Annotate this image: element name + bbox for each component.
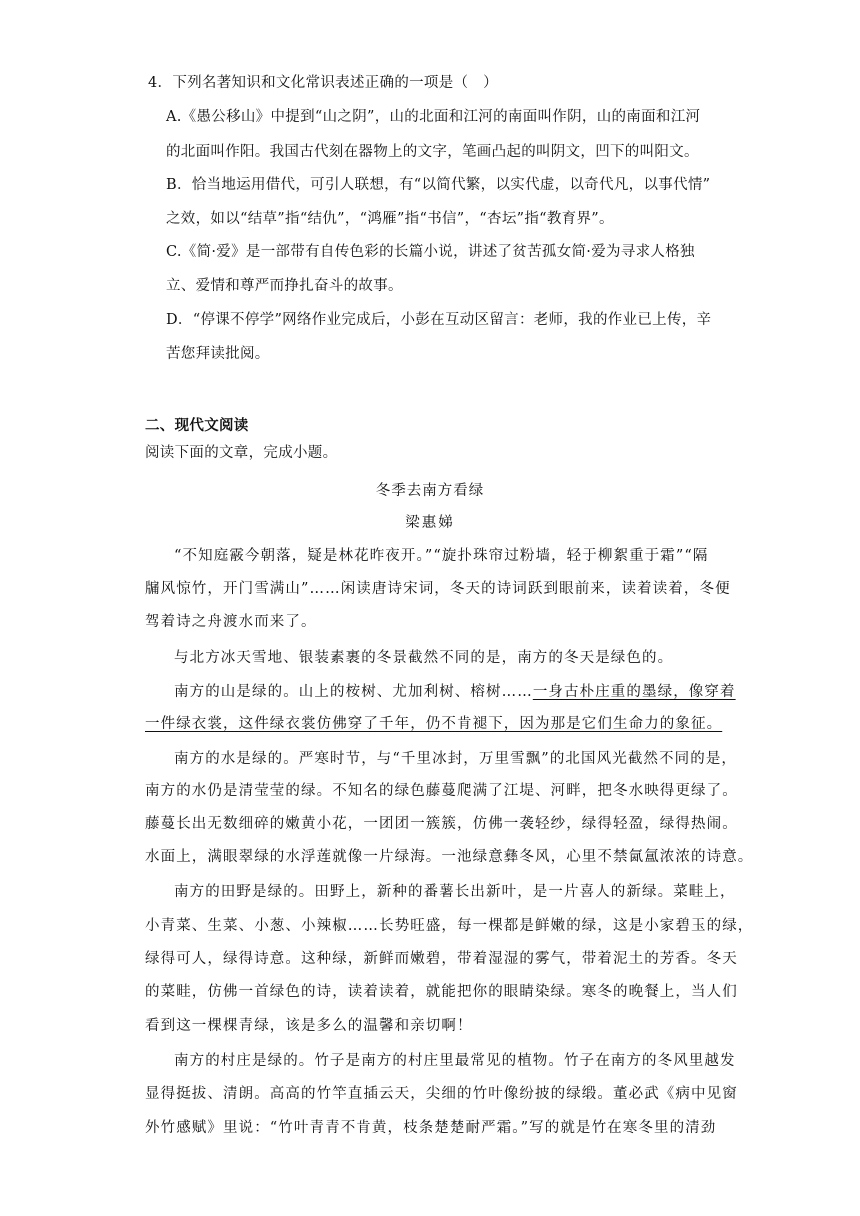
paragraph-6-line-2: 显得挺拔、清朗。高高的竹竿直插云天，尖细的竹叶像纷披的绿缎。董必武《病中见窗 xyxy=(145,1086,738,1102)
paragraph-3-line-2 xyxy=(145,714,723,734)
option-d-line-1: D．“停课不停学”网络作业完成后，小彭在互动区留言：老师，我的作业已上传，辛 xyxy=(166,312,712,328)
question-stem: 4．下列名著知识和文化常识表述正确的一项是（ ） xyxy=(148,75,498,91)
paragraph-3-underlined-text-2: 一件绿衣裳，这件绿衣裳仿佛穿了千年，仍不肯褪下，因为那是它们生命力的象征。 xyxy=(145,716,723,732)
option-d-line-2: 苦您拜读批阅。 xyxy=(166,346,270,362)
paragraph-1-line-3: 驾着诗之舟渡水而来了。 xyxy=(145,614,317,630)
paragraph-1-line-2: 牖风惊竹，开门雪满山”……闲读唐诗宋词，冬天的诗词跃到眼前来，读着读着，冬便 xyxy=(145,581,731,597)
paragraph-3-underlined-text-1: 一身古朴庄重的墨绿，像穿着 xyxy=(532,684,736,700)
paragraph-3-plain-text: 南方的山是绿的。山上的桉树、尤加利树、榕树…… xyxy=(174,684,533,700)
section-heading: 二、现代文阅读 xyxy=(145,417,249,434)
paragraph-3-line-1 xyxy=(174,682,744,702)
paragraph-4-line-1: 南方的水是绿的。严寒时节，与“千里冰封，万里雪飘”的北国风光截然不同的是， xyxy=(174,751,738,767)
option-b-line-1: B．恰当地运用借代，可引人联想，有“以简代繁，以实代虚，以奇代凡，以事代情” xyxy=(166,177,711,193)
article-author: 梁惠娣 xyxy=(405,515,455,531)
paragraph-6-line-3: 外竹感赋》里说：“竹叶青青不肯黄，枝条楚楚耐严霜。”写的就是竹在寒冬里的清劲 xyxy=(145,1120,717,1136)
section-instruction: 阅读下面的文章，完成小题。 xyxy=(145,445,338,461)
option-b-line-2: 之效，如以“结草”指“结仇”，“鸿雁”指“书信”，“杏坛”指“教育界”。 xyxy=(166,211,614,227)
paragraph-5-line-2: 小青菜、生菜、小葱、小辣椒……长势旺盛，每一棵都是鲜嫩的绿，这是小家碧玉的绿， xyxy=(145,918,754,934)
option-c-line-1: C.《简·爱》是一部带有自传色彩的长篇小说，讲述了贫苦孤女简·爱为寻求人格独 xyxy=(166,244,695,260)
option-a-line-2: 的北面叫作阳。我国古代刻在器物上的文字，笔画凸起的叫阴文，凹下的叫阳文。 xyxy=(166,144,699,160)
paragraph-2-line-1: 与北方冰天雪地、银装素裹的冬景截然不同的是，南方的冬天是绿色的。 xyxy=(174,650,674,666)
paragraph-4-line-4: 水面上，满眼翠绿的水浮莲就像一片绿海。一池绿意彝冬风，心里不禁氤氲浓浓的诗意。 xyxy=(145,849,754,865)
paragraph-5-line-1: 南方的田野是绿的。田野上，新种的番薯长出新叶，是一片喜人的新绿。菜畦上， xyxy=(174,884,736,900)
paragraph-5-line-4: 的菜畦，仿佛一首绿色的诗，读着读着，就能把你的眼睛染绿。寒冬的晚餐上，当人们 xyxy=(145,984,738,1000)
paragraph-4-line-3: 藤蔓长出无数细碎的嫩黄小花，一团团一簇簇，仿佛一袭轻纱，绿得轻盈，绿得热闹。 xyxy=(145,816,738,832)
paragraph-1-line-1: “不知庭霰今朝落，疑是林花昨夜开。”“旋扑珠帘过粉墙，轻于柳絮重于霜”“隔 xyxy=(174,548,709,564)
article-title: 冬季去南方看绿 xyxy=(375,483,485,499)
option-a-line-1: A.《愚公移山》中提到“山之阴”，山的北面和江河的南面叫作阴，山的南面和江河 xyxy=(166,109,701,125)
option-c-line-2: 立、爱情和尊严而挣扎奋斗的故事。 xyxy=(166,278,403,294)
paragraph-5-line-5: 看到这一棵棵青绿，该是多么的温馨和亲切啊！ xyxy=(145,1018,473,1034)
paragraph-6-line-1: 南方的村庄是绿的。竹子是南方的村庄里最常见的植物。竹子在南方的冬风里越发 xyxy=(174,1053,736,1069)
paragraph-5-line-3: 绿得可人，绿得诗意。这种绿，新鲜而嫩碧，带着湿湿的雾气，带着泥土的芳香。冬天 xyxy=(145,951,738,967)
paragraph-4-line-2: 南方的水仍是清莹莹的绿。不知名的绿色藤蔓爬满了江堤、河畔，把冬水映得更绿了。 xyxy=(145,783,738,799)
